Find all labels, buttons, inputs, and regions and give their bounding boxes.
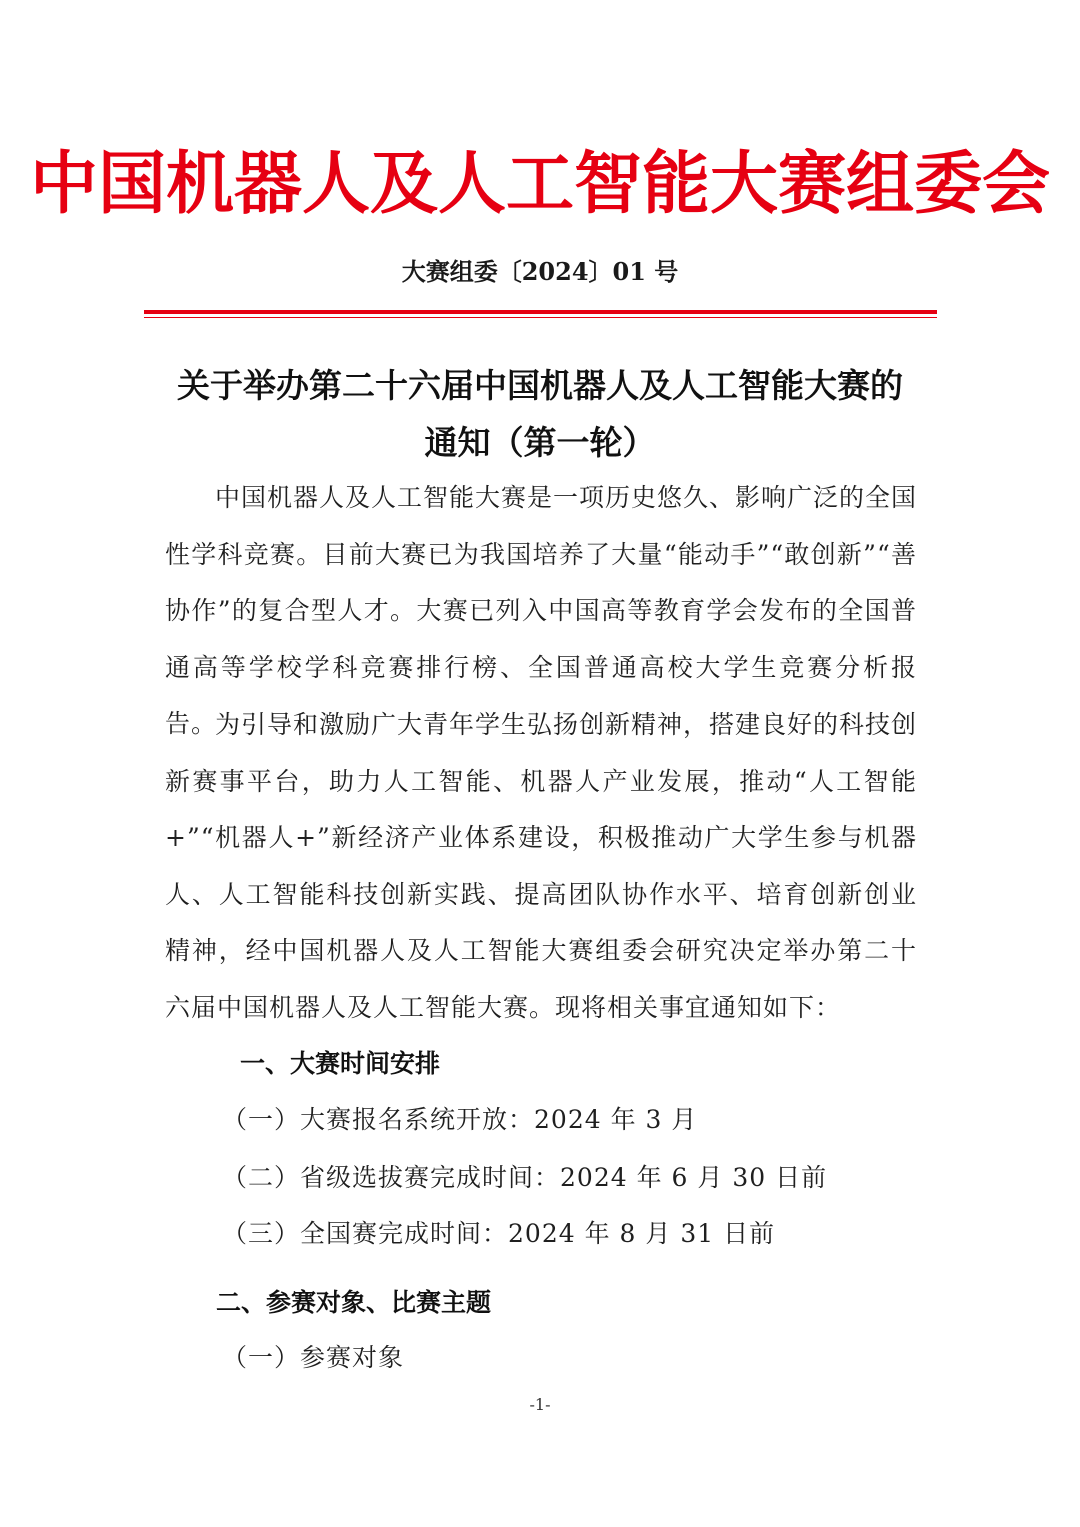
schedule-item-provincial: （二）省级选拔赛完成时间：2024 年 6 月 30 日前 xyxy=(222,1163,828,1192)
document-title-line-1: 关于举办第二十六届中国机器人及人工智能大赛的 xyxy=(177,366,903,405)
section-heading-participants: 二、参赛对象、比赛主题 xyxy=(216,1288,492,1317)
document-number: 大赛组委〔2024〕01 号 xyxy=(401,257,679,286)
body-paragraph-1: 中国机器人及人工智能大赛是一项历史悠久、影响广泛的全国性学科竞赛。目前大赛已为我国培养了大量“能动手”“敢创新”“善协作”的复合型人才。大赛已列入中国高等教育学会发布的全国普通高等学校学科竞赛排行榜、全国普通高校大学生竞赛分析报告。 xyxy=(165,483,918,739)
schedule-item-national: （三）全国赛完成时间：2024 年 8 月 31 日前 xyxy=(222,1219,776,1248)
participants-subheading: （一）参赛对象 xyxy=(222,1343,405,1372)
body-paragraph-2: 为引导和激励广大青年学生弘扬创新精神，搭建良好的科技创新赛事平台，助力人工智能、机器人产业发展，推动“人工智能+”“机器人+”新经济产业体系建设，积极推动广大学生参与机器人、人工智能科技创新实践、提高团队协作水平、培育创新创业精神，经中国机器人及人工智能大赛组委会研究决定举办第二十六届中国机器人及人工智能大赛。现将相关事宜通知如下： xyxy=(165,710,918,1022)
document-title-line-2: 通知（第一轮） xyxy=(424,423,656,462)
page-number: -1- xyxy=(529,1395,551,1414)
red-divider-thin xyxy=(144,317,937,318)
schedule-item-registration: （一）大赛报名系统开放：2024 年 3 月 xyxy=(222,1105,698,1134)
organization-header: 中国机器人及人工智能大赛组委会 xyxy=(29,145,1050,224)
section-heading-schedule: 一、大赛时间安排 xyxy=(240,1049,441,1078)
red-divider-thick xyxy=(144,310,937,314)
